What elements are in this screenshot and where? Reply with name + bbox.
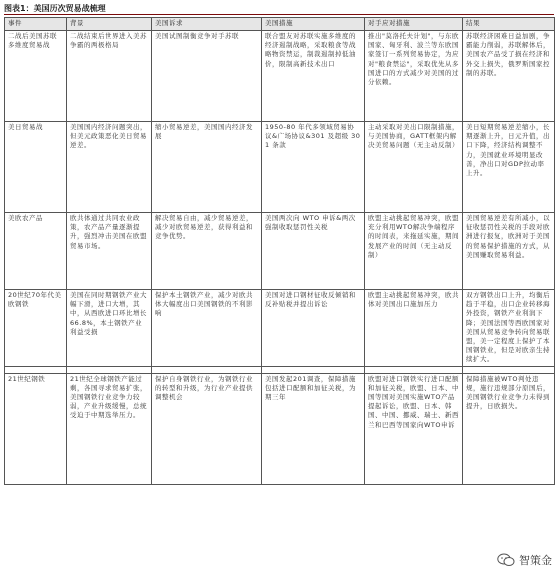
table-row-gap <box>5 366 555 373</box>
cell-event: 美日贸易战 <box>5 122 67 213</box>
cell-us-demand: 解决贸易自由，减少贸易逆差，减少对欧贸易逆差，获得利益和竞争优势。 <box>152 213 262 290</box>
trade-war-table <box>4 17 555 485</box>
header-us-measures: 美国措施 <box>262 18 365 31</box>
cell-event: 二战后美国苏联多维度贸易战 <box>5 31 67 122</box>
cell-result: 苏联经济困难日益加剧，争霸能力削弱，苏联解体后，美国农产品受了损在经济和外交上损失，俄罗斯国家控制的苏联。 <box>463 31 555 122</box>
cell-event: 20世纪70年代美欧钢铁 <box>5 290 67 367</box>
cell-opponent-response: 欧盟主动挑起贸易冲突，欧共体对美国出口施加压力 <box>365 290 463 367</box>
cell-result: 美日短期贸易逆差缩小，长期逐渐上升，日元升值，出口下降，经济结构调整不力，美国就业环境明显改善，净出口对GDP拉动率上升。 <box>463 122 555 213</box>
table-row <box>5 373 555 484</box>
cell-us-measures: 1950-80 年代多领域贸易协议&广场协议&301 及超级 301 条款 <box>262 122 365 213</box>
table-caption: 图表1：美国历次贸易战梳理 <box>4 4 106 13</box>
cell-event: 美欧农产品 <box>5 213 67 290</box>
cell-opponent-response: 欧盟对进口钢铁实行进口配额和加征关税，欧盟、日本、中国等国对美国实施WTO产品提起诉讼，欧盟、日本、韩国、中国、挪威、瑞士、新西兰和巴西等国家向WTO申诉 <box>365 373 463 484</box>
header-event: 事件 <box>5 18 67 31</box>
table-row <box>5 290 555 367</box>
cell-us-demand: 保护自身钢铁行业，为钢铁行业的转型和升级，为行业产业提供调整机会 <box>152 373 262 484</box>
cell-background: 欧共体通过共同农业政策，农产品产量逐渐提升，强烈冲击美国在欧盟贸易市场。 <box>67 213 152 290</box>
cell-us-measures: 美国两次向 WTO 申诉&两次强制收取惩罚性关税 <box>262 213 365 290</box>
cell-result: 保障措施被WTO判处违规，施行违规部分原国后，美国钢铁行业竞争力未得到提升，日欧损失。 <box>463 373 555 484</box>
caption-divider <box>4 14 554 15</box>
cell-us-demand: 缩小贸易逆差，美国国内经济发展 <box>152 122 262 213</box>
table-row <box>5 213 555 290</box>
table-row <box>5 122 555 213</box>
cell-background: 二战结束后世界进入美苏争霸的两极格局 <box>67 31 152 122</box>
cell-us-measures: 美国对进口钢材征收反倾销和反补贴税并提出诉讼 <box>262 290 365 367</box>
watermark <box>497 552 552 568</box>
header-background: 背景 <box>67 18 152 31</box>
cell-opponent-response: 推出"莫洛托夫计划"，与东欧国家、匈牙利、波兰等东欧国家签订一系列贸易协定，为应对"粮食禁运"，采取优先从多国进口的方式减少对美国的过分依赖。 <box>365 31 463 122</box>
cell-background: 美国国内经济问题突出，但美元政策恶化美日贸易逆差。 <box>67 122 152 213</box>
table-row <box>5 31 555 122</box>
wechat-bubble-icon <box>497 553 515 567</box>
cell-us-measures: 美国发起201调查，保障措施包括进口配额和加征关税，为期三年 <box>262 373 365 484</box>
cell-background: 21世纪全球钢铁产能过剩，各国寻求贸易扩张，美国钢铁行业竞争力较弱，产业升级缓慢，总统受迫于中期选举压力。 <box>67 373 152 484</box>
table-header-row <box>5 18 555 31</box>
watermark-label: 智策金 <box>519 554 552 567</box>
header-us-demand: 美国诉求 <box>152 18 262 31</box>
cell-result: 美国贸易逆差有所减小，以征收惩罚性关税的手段对欧洲进行报复，欧洲对于美国的贸易保护措施的方式，从美国赚取贸易利益。 <box>463 213 555 290</box>
cell-us-measures: 联合盟友对苏联实施多维度的经济遏制战略，采取粮食等战略物资禁运，制裁遏制掉低油价，限制高新技术出口 <box>262 31 365 122</box>
cell-opponent-response: 欧盟主动挑起贸易冲突，欧盟充分利用WTO解决争端程序的时间表，来拖延实施，期间发展产业的时间（无主动反制） <box>365 213 463 290</box>
cell-us-demand: 保护本土钢铁产业，减少对欧共体大幅度出口美国钢铁的不利影响 <box>152 290 262 367</box>
header-opponent-response: 对手应对措施 <box>365 18 463 31</box>
cell-us-demand: 美国试图制衡竞争对手苏联 <box>152 31 262 122</box>
cell-result: 双方钢铁出口上升，均衡后趋于平稳，出口企业转移海外投资，钢铁产业利润下降；美国法国等西欧国家对美国从贸易竞争转向贸易联盟，美一定程度上保护了本国钢铁业，但是对欧亲生持续扩大。 <box>463 290 555 367</box>
cell-event: 21世纪钢铁 <box>5 373 67 484</box>
cell-background: 美国在同时期钢铁产业大幅下滑，进口大增，其中，从西欧进口环比增长66.8%，本土钢铁产业利益受损 <box>67 290 152 367</box>
header-result: 结果 <box>463 18 555 31</box>
cell-opponent-response: 主动采取对美出口限制措施，与美国协商，GATT框架内解决美贸易问题（无主动反制） <box>365 122 463 213</box>
